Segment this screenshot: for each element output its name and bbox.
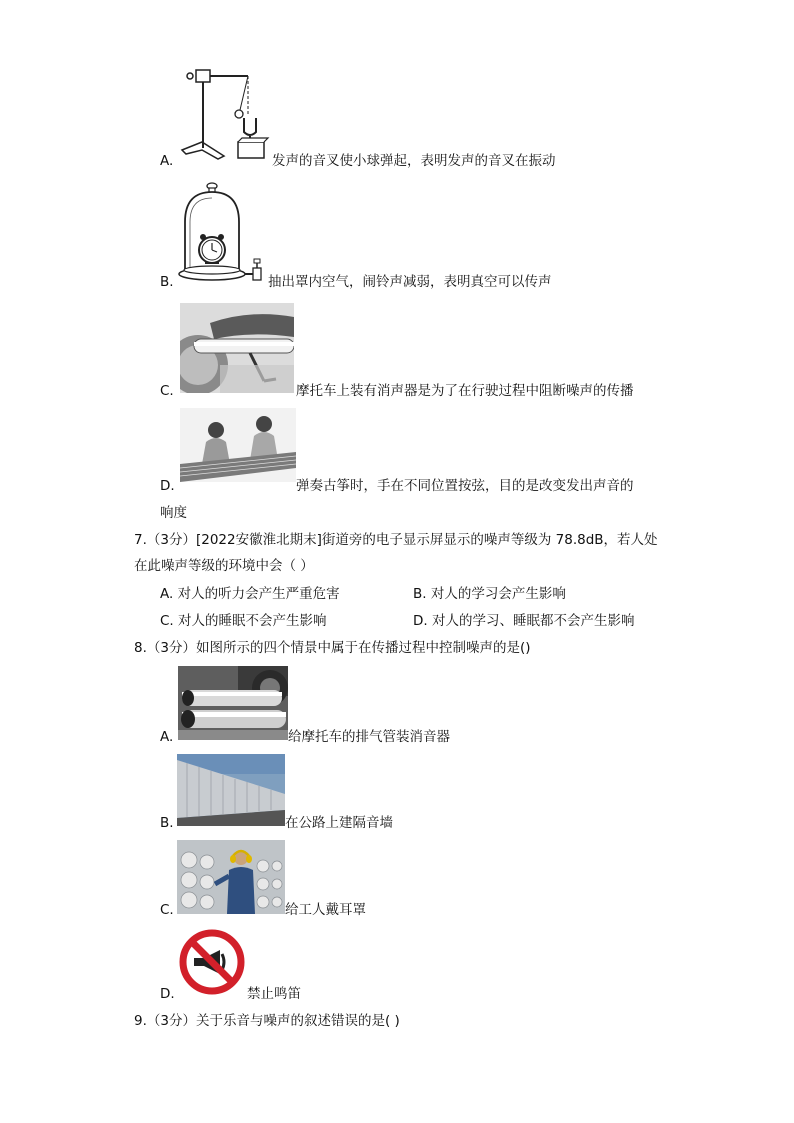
option-text: 抽出罩内空气，闹铃声减弱，表明真空可以传声 bbox=[268, 274, 552, 290]
q8-option-a[interactable] bbox=[160, 728, 450, 746]
option-letter: B. bbox=[160, 815, 174, 831]
option-letter: B. bbox=[160, 274, 174, 290]
q6-option-a[interactable] bbox=[160, 152, 556, 170]
q7-stem-line1: 7.（3分）[2022安徽淮北期末]街道旁的电子显示屏显示的噪声等级为 78.8dB，若人处 bbox=[134, 532, 658, 548]
q8-option-d[interactable] bbox=[160, 985, 301, 1003]
option-text: 对人的听力会产生严重危害 bbox=[177, 586, 340, 602]
tuning-fork-figure bbox=[178, 62, 273, 166]
option-letter: C. bbox=[160, 902, 174, 918]
motorcycle-muffler-figure bbox=[180, 303, 294, 393]
no-horn-sign-icon bbox=[178, 928, 246, 996]
q7-option-b[interactable] bbox=[413, 585, 566, 603]
option-letter: A. bbox=[160, 729, 174, 745]
q8-stem: 8.（3分）如图所示的四个情景中属于在传播过程中控制噪声的是() bbox=[134, 640, 531, 656]
q9-stem: 9.（3分）关于乐音与噪声的叙述错误的是( ) bbox=[134, 1013, 400, 1029]
option-text: 给摩托车的排气管装消音器 bbox=[288, 729, 450, 745]
q7-stem-line2: 在此噪声等级的环境中会（ ） bbox=[134, 558, 314, 574]
option-letter: C. bbox=[160, 383, 174, 399]
option-letter: D. bbox=[413, 613, 428, 629]
option-text: 对人的学习会产生影响 bbox=[430, 586, 566, 602]
option-text: 对人的睡眠不会产生影响 bbox=[178, 613, 327, 629]
option-letter: C. bbox=[160, 613, 174, 629]
q6-option-d-continued: 响度 bbox=[160, 505, 187, 521]
q8-option-c[interactable] bbox=[160, 901, 366, 919]
option-letter: D. bbox=[160, 478, 175, 494]
q7-option-c[interactable] bbox=[160, 612, 327, 630]
option-letter: D. bbox=[160, 986, 175, 1002]
option-text: 摩托车上装有消声器是为了在行驶过程中阻断噪声的传播 bbox=[296, 383, 634, 399]
q6-option-d[interactable] bbox=[160, 477, 634, 495]
sound-barrier-wall-figure bbox=[177, 754, 285, 826]
option-text: 在公路上建隔音墙 bbox=[285, 815, 393, 831]
q7-option-a[interactable] bbox=[160, 585, 340, 603]
option-text: 给工人戴耳罩 bbox=[285, 902, 366, 918]
q6-option-c[interactable] bbox=[160, 382, 634, 400]
option-letter: A. bbox=[160, 586, 174, 602]
exhaust-pipe-figure bbox=[178, 666, 288, 740]
q6-option-b[interactable] bbox=[160, 273, 552, 291]
q7-option-d[interactable] bbox=[413, 612, 634, 630]
worker-earmuffs-figure bbox=[177, 840, 285, 914]
option-text: 弹奏古筝时，手在不同位置按弦，目的是改变发出声音的 bbox=[296, 478, 634, 494]
guzheng-players-figure bbox=[180, 408, 296, 482]
option-letter: B. bbox=[413, 586, 427, 602]
option-text: 发声的音叉使小球弹起，表明发声的音叉在振动 bbox=[272, 153, 556, 169]
bell-jar-figure bbox=[177, 180, 267, 288]
option-letter: A. bbox=[160, 153, 174, 169]
q8-option-b[interactable] bbox=[160, 814, 393, 832]
option-text: 对人的学习、睡眠都不会产生影响 bbox=[431, 613, 635, 629]
option-text: 禁止鸣笛 bbox=[247, 986, 301, 1002]
